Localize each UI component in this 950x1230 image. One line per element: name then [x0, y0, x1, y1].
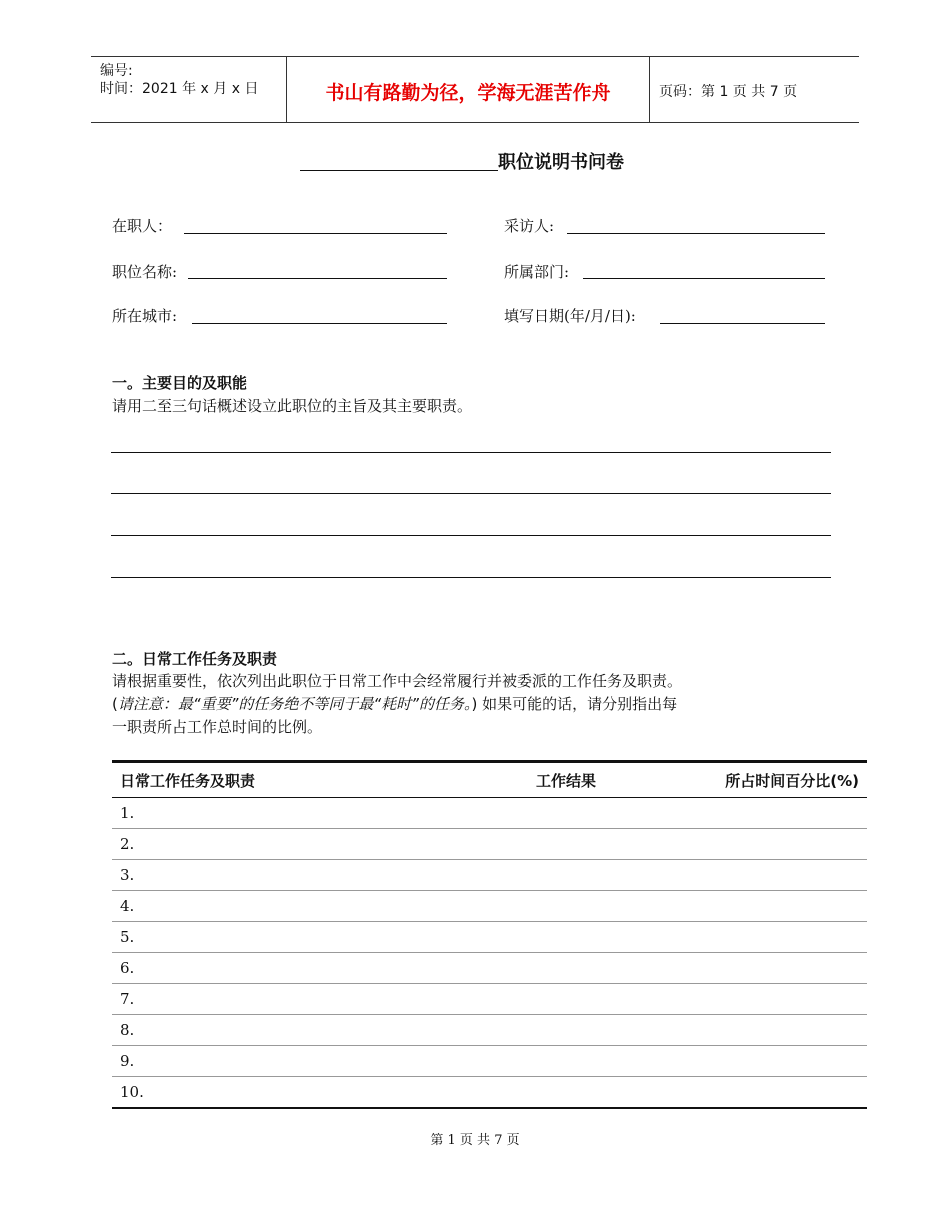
fill-date-field[interactable] — [660, 323, 825, 324]
percent-cell[interactable] — [704, 1015, 867, 1046]
row-number: 8. — [112, 1015, 528, 1046]
row-number: 6. — [112, 953, 528, 984]
page-info: 页码：第 1 页 共 7 页 — [659, 84, 798, 100]
section2-instruction-line2 — [112, 693, 677, 715]
department-label: 所属部门: — [504, 263, 570, 281]
col-header-results: 工作结果 — [528, 762, 704, 798]
row-number: 1. — [112, 798, 528, 829]
writing-line[interactable] — [111, 452, 831, 453]
section2-line2-rest: ) 如果可能的话，请分别指出每 — [471, 695, 678, 713]
percent-cell[interactable] — [704, 922, 867, 953]
table-row — [112, 829, 867, 860]
writing-line[interactable] — [111, 577, 831, 578]
result-cell[interactable] — [528, 1077, 704, 1109]
table-row — [112, 798, 867, 829]
result-cell[interactable] — [528, 891, 704, 922]
table-row — [112, 984, 867, 1015]
table-row — [112, 953, 867, 984]
section1-instruction: 请用二至三句话概述设立此职位的主旨及其主要职责。 — [112, 397, 473, 415]
result-cell[interactable] — [528, 1015, 704, 1046]
percent-cell[interactable] — [704, 953, 867, 984]
row-number: 3. — [112, 860, 528, 891]
row-number: 9. — [112, 1046, 528, 1077]
time-label: 时间：2021 年 x 月 x 日 — [100, 81, 259, 97]
percent-cell[interactable] — [704, 1077, 867, 1109]
table-row — [112, 1077, 867, 1109]
note-italic: 请注意：最“重要”的任务绝不等同于最“耗时”的任务。 — [117, 695, 472, 713]
interviewer-field[interactable] — [567, 233, 825, 234]
result-cell[interactable] — [528, 829, 704, 860]
table-row — [112, 891, 867, 922]
percent-cell[interactable] — [704, 984, 867, 1015]
section2-instruction-line1: 请根据重要性，依次列出此职位于日常工作中会经常履行并被委派的工作任务及职责。 — [112, 672, 683, 690]
city-label: 所在城市: — [112, 307, 178, 325]
percent-cell[interactable] — [704, 1046, 867, 1077]
position-label: 职位名称: — [112, 263, 178, 281]
result-cell[interactable] — [528, 922, 704, 953]
percent-cell[interactable] — [704, 798, 867, 829]
result-cell[interactable] — [528, 1046, 704, 1077]
result-cell[interactable] — [528, 953, 704, 984]
header-divider-right — [649, 56, 650, 122]
table-row — [112, 1015, 867, 1046]
paren-open: ( — [112, 695, 118, 713]
percent-cell[interactable] — [704, 860, 867, 891]
header-top-rule — [91, 56, 859, 57]
employee-field[interactable] — [184, 233, 447, 234]
table-row — [112, 1046, 867, 1077]
table-row — [112, 922, 867, 953]
section1-heading: 一。主要目的及职能 — [112, 374, 248, 392]
col-header-percent: 所占时间百分比(%) — [704, 762, 867, 798]
title-blank-line — [300, 170, 498, 171]
result-cell[interactable] — [528, 798, 704, 829]
employee-label: 在职人： — [112, 217, 173, 235]
result-cell[interactable] — [528, 860, 704, 891]
document-title: 职位说明书问卷 — [498, 152, 624, 173]
row-number: 10. — [120, 1083, 144, 1101]
writing-line[interactable] — [111, 493, 831, 494]
section2-instruction-line3: 一职责所占工作总时间的比例。 — [112, 718, 323, 736]
result-cell[interactable] — [528, 984, 704, 1015]
position-field[interactable] — [188, 278, 447, 279]
fill-date-label: 填写日期(年/月/日): — [504, 307, 636, 325]
interviewer-label: 采访人: — [504, 217, 555, 235]
writing-line[interactable] — [111, 535, 831, 536]
page-footer: 第 1 页 共 7 页 — [430, 1133, 520, 1148]
section2-heading: 二。日常工作任务及职责 — [112, 650, 278, 668]
percent-cell[interactable] — [704, 829, 867, 860]
department-field[interactable] — [583, 278, 825, 279]
row-number: 5. — [112, 922, 528, 953]
percent-cell[interactable] — [704, 891, 867, 922]
serial-label: 编号: — [100, 63, 133, 79]
task-table — [112, 760, 867, 1109]
table-row — [112, 860, 867, 891]
row-number: 4. — [112, 891, 528, 922]
table-header-row — [112, 762, 867, 798]
row-number: 7. — [112, 984, 528, 1015]
header-motto: 书山有路勤为径，学海无涯苦作舟 — [325, 82, 611, 104]
col-header-tasks: 日常工作任务及职责 — [112, 762, 528, 798]
row-number: 2. — [112, 829, 528, 860]
city-field[interactable] — [192, 323, 447, 324]
header-bottom-rule — [91, 122, 859, 123]
